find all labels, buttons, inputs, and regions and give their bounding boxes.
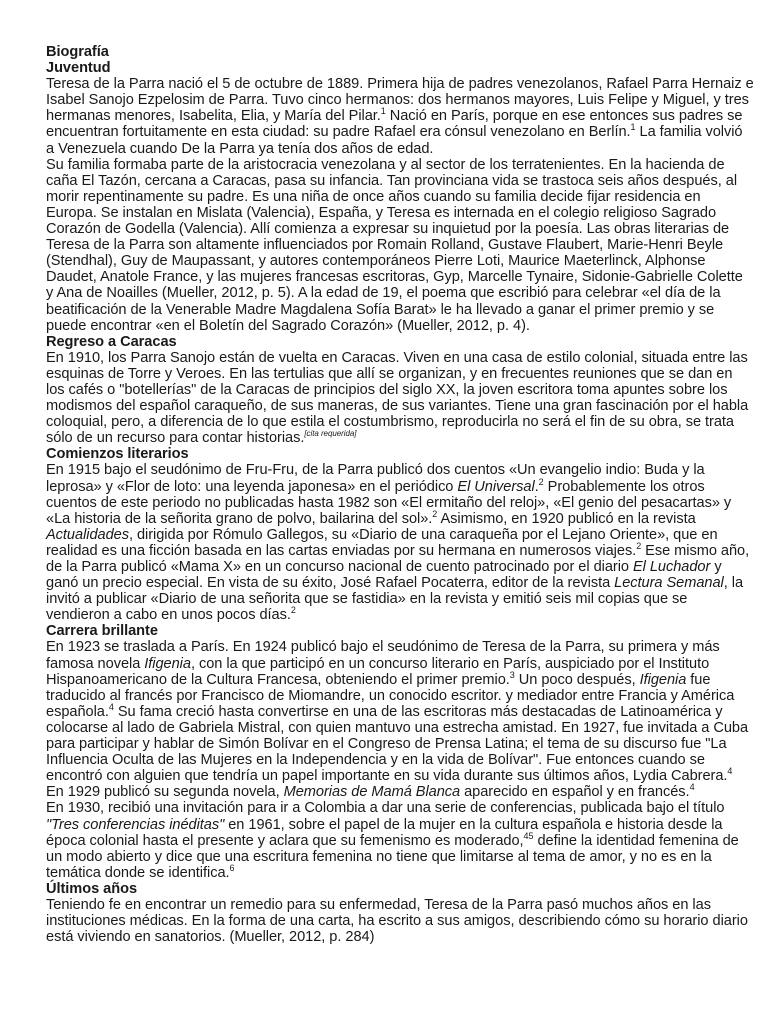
section-paragraph [46, 157, 754, 334]
section-paragraph [46, 350, 754, 447]
section-paragraph [46, 462, 754, 623]
text-run: , dirigida por Rómulo Gallegos, su «Diario de una caraqueña por el Lejano Oriente», que en realidad es una ficción basada en las cartas enviadas por su hermana en numerosos viajes. [46, 526, 718, 559]
text-run: En 1915 bajo el seudónimo de Fru-Fru, de la Parra publicó dos cuentos «Un evangelio indio: Buda y la leprosa» y «Flor de loto: una leyenda japonesa» en el periódico [46, 462, 705, 495]
footnote-ref: 4 [689, 782, 695, 793]
text-run: En 1910, los Parra Sanojo están de vuelta en Caracas. Viven en una casa de estilo colonial, situada entre las esquinas de Torre y Veroes. En las tertulias que allí se organizan, y en frecuentes reuniones que se dan en los cafés o "botellerías" de la Caracas de principios del siglo XX, la joven escritora toma apuntes sobre los modismos del español caraqueño, de sus maneras, de sus variantes. Tiene una gran fascinación por el habla coloquial, pero, a diferencia de lo que estila el costumbrismo, reproducirla no será el fin de su obra, se trata sólo de un recurso para contar historias. [46, 349, 749, 447]
text-run: Teniendo fe en encontrar un remedio para su enfermedad, Teresa de la Parra pasó muchos años en las instituciones médicas. En la forma de una carta, ha escrito a sus amigos, describiendo cómo su horario diario está viviendo en sanatorios. (Mueller, 2012, p. 284) [46, 896, 748, 946]
footnote-ref: 4 [727, 766, 733, 777]
section-heading: Últimos años [46, 880, 138, 897]
text-run: En 1930, recibió una invitación para ir a Colombia a dar una serie de conferencias, publicada bajo el título [46, 800, 725, 817]
footnote-ref: 2 [290, 605, 296, 616]
text-run: aparecido en español y en francés. [460, 784, 690, 801]
footnote-ref: 2 [636, 541, 642, 552]
italic-title: El Luchador [632, 559, 711, 575]
section-paragraph [46, 897, 754, 945]
section-paragraph [46, 639, 754, 800]
text-run: Ese mismo año, de la Parra publicó «Mama X» en un concurso nacional de cuento patrocinado por el diario [46, 542, 750, 575]
section-heading: Juventud [46, 60, 111, 77]
text-run: En 1929 publicó su segunda novela, [46, 784, 284, 801]
citation-needed: [cita requerida] [304, 429, 357, 439]
italic-title: El Universal [457, 478, 535, 495]
footnote-ref: 1 [380, 106, 386, 117]
footnote-ref: 2 [432, 508, 438, 519]
text-run: en 1961, sobre el papel de la mujer en la cultura española e historia desde la época colonial hasta el presente y aclara que su femenismo es moderado, [46, 816, 723, 849]
footnote-ref: 6 [229, 862, 235, 873]
text-run: define la identidad femenina de un modo abierto y dice que una escritura femenina no tiene que limitarse al tema de amor, y no es en la temática donde se identifica. [46, 832, 739, 881]
text-run: Su fama creció hasta convertirse en una de las escritoras más destacadas de Latinoamérica y colocarse al lado de Gabriela Mistral, con quien mantuvo una estrecha amistad. En 1927, fue invitada a Cuba para participar y hablar de Simón Bolívar en el Congreso de Prensa Latina; el tema de su discurso fue "La Influencia Oculta de las Mujeres en la Independencia y en la vida de Bolívar". Fue entonces cuando se encontró con alguien que tendría un papel importante en su vida durante sus últimos años, Lydia Cabrera. [46, 703, 749, 785]
section-paragraph [46, 800, 754, 880]
text-run: Probablemente los otros cuentos de este periodo no publicadas hasta 1982 son «El ermitaño del reloj», «El genio del pesacartas» y «La historia de la señorita grano de polvo, bailarina del sol». [46, 478, 732, 527]
text-run: Su familia formaba parte de la aristocracia venezolana y al sector de los terratenientes. En la hacienda de caña El Tazón, cercana a Caracas, pasa su infancia. Tan provinciana vida se trastoca seis años después, al morir repentinamente su padre. Es una niña de once años cuando su familia decide fijar residencia en Europa. Se instalan en Mislata (Valencia), España, y Teresa es internada en el colegio religioso Sagrado Corazón de Godella (Valencia). Allí comienza a expresar su inquietud por la poesía. Las obras literarias de Teresa de la Parra son altamente influenciados por Romain Rolland, Gustave Flaubert, Marie-Henri Beyle (Stendhal), Guy de Maupassant, y autores contemporáneos Pierre Loti, Maurice Maeterlinck, Alphonse Daudet, Anatole France, y las mujeres francesas escritoras, Gyp, Marcelle Tynaire, Sidonie-Gabrielle Colette y Ana de Noailles (Mueller, 2012, p. 5). A la edad de 19, el poema que escribió para celebrar «el día de la beatificación de la Venerable Madre Magdalena Sofía Barat» le ha llevado a ganar el primer premio y se puede encontrar «en el Boletín del Sagrado Corazón» (Mueller, 2012, p. 4). [46, 156, 743, 334]
italic-title: Lectura Semanal [614, 575, 724, 592]
document-body [46, 60, 754, 945]
document-title: Biografía [46, 44, 109, 60]
text-run: Asimismo, en 1920 publicó en la revista [437, 510, 696, 527]
text-run: , la invitó a publicar «Diario de una señorita que se fastidia» en la revista y emitió seis mil copias que se vendieron a cabo en unos pocos días. [46, 575, 744, 624]
text-run: fue traducido al francés por Francisco de Miomandre, un conocido escritor. y mediador entre Francia y América española. [46, 671, 735, 720]
text-run: Un poco después, [514, 671, 640, 688]
footnote-ref: 45 [523, 830, 534, 841]
text-run: , con la que participó en un concurso literario en París, auspiciado por el Instituto Hispanoamericano de la Cultura Francesa, obteniendo el primer premio. [46, 655, 710, 688]
footnote-ref: 4 [108, 701, 114, 712]
italic-title: Ifigenia [639, 671, 687, 688]
footnote-ref: 1 [630, 122, 636, 133]
section-heading: Comienzos literarios [46, 446, 189, 463]
document-page [46, 44, 754, 945]
footnote-ref: 3 [509, 669, 515, 680]
text-run: En 1923 se traslada a París. En 1924 publicó bajo el seudónimo de Teresa de la Parra, su primera y más famosa novela [46, 639, 720, 672]
section-paragraph [46, 76, 754, 156]
section-heading: Regreso a Caracas [46, 333, 177, 350]
footnote-ref: 2 [538, 476, 544, 487]
text-run: Nació en París, porque en ese entonces sus padres se encuentran fortuitamente en esta ciudad: su padre Rafael era cónsul venezolano en Berlín. [46, 108, 743, 141]
section-heading: Carrera brillante [46, 623, 158, 640]
italic-title: Ifigenia [144, 655, 191, 672]
italic-title: Actualidades [46, 526, 129, 543]
text-run: y ganó un precio especial. En vista de su éxito, José Rafael Pocaterra, editor de la revista [46, 559, 722, 592]
italic-title: "Tres conferencias inéditas" [46, 816, 225, 833]
italic-title: Memorias de Mamá Blanca [283, 784, 461, 801]
text-run: . [534, 478, 539, 495]
text-run: La familia volvió a Venezuela cuando De la Parra ya tenía dos años de edad. [46, 124, 743, 157]
text-run: Teresa de la Parra nació el 5 de octubre de 1889. Primera hija de padres venezolanos, Rafael Parra Hernaiz e Isabel Sanojo Ezpelosim de Parra. Tuvo cinco hermanos: dos hermanos mayores, Luis Felipe y Miguel, y tres hermanas menores, Isabelita, Elia, y María del Pilar. [46, 76, 754, 125]
